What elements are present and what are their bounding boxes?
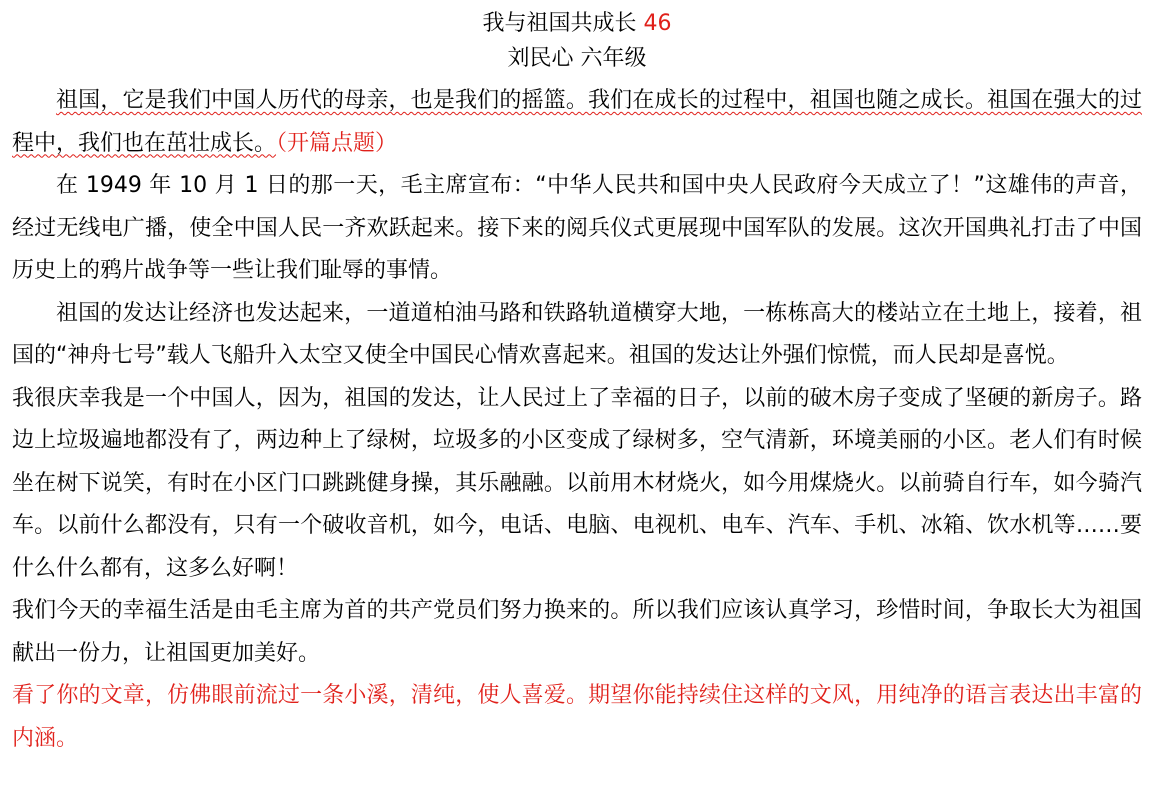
- paragraph-4: 我很庆幸我是一个中国人，因为，祖国的发达，让人民过上了幸福的日子，以前的破木房子变成了坚硬的新房子。路边上垃圾遍地都没有了，两边种上了绿树，垃圾多的小区变成了绿树多，空气清新，环境美丽的小区。老人们有时候坐在树下说笑，有时在小区门口跳跳健身操，其乐融融。以前用木材烧火，如今用煤烧火。以前骑自行车，如今骑汽车。以前什么都没有，只有一个破收音机，如今，电话、电脑、电视机、电车、汽车、手机、冰箱、饮水机等……要什么什么都有，这多么好啊！: [12, 385, 1142, 581]
- teacher-note-opening: （开篇点题）: [276, 130, 398, 156]
- paragraph-1-text: 祖国，它是我们中国人历代的母亲，也是我们的摇篮。我们在成长的过程中，祖国也随之成长。祖国在强大的过程中，我们也在茁壮成长。: [12, 88, 1142, 156]
- paragraph-2: 在 1949 年 10 月 1 日的那一天，毛主席宣布：“中华人民共和国中央人民政府今天成立了！”这雄伟的声音，经过无线电广播，使全中国人民一齐欢跃起来。接下来的阅兵仪式更展现中国军队的发展。这次开国典礼打击了中国历史上的鸦片战争等一些让我们耻辱的事情。: [12, 173, 1142, 283]
- essay-title: [12, 6, 1142, 42]
- essay-title-text: 我与祖国共成长: [482, 11, 637, 36]
- author-line: 刘民心 六年级: [507, 46, 647, 71]
- paragraph-5: 我们今天的幸福生活是由毛主席为首的共产党员们努力换来的。所以我们应该认真学习，珍惜时间，争取长大为祖国献出一份力，让祖国更加美好。: [12, 598, 1142, 666]
- paragraph-3: 祖国的发达让经济也发达起来，一道道柏油马路和铁路轨道横穿大地，一栋栋高大的楼站立在土地上，接着，祖国的“神舟七号”载人飞船升入太空又使全中国民心情欢喜起来。祖国的发达让外强们惊慌，而人民却是喜悦。: [12, 300, 1142, 368]
- teacher-comment: 看了你的文章，仿佛眼前流过一条小溪，清纯，使人喜爱。期望你能持续住这样的文风，用纯净的语言表达出丰富的内涵。: [12, 683, 1142, 751]
- essay-number: 46: [643, 11, 672, 36]
- paragraph-1: [12, 80, 1142, 165]
